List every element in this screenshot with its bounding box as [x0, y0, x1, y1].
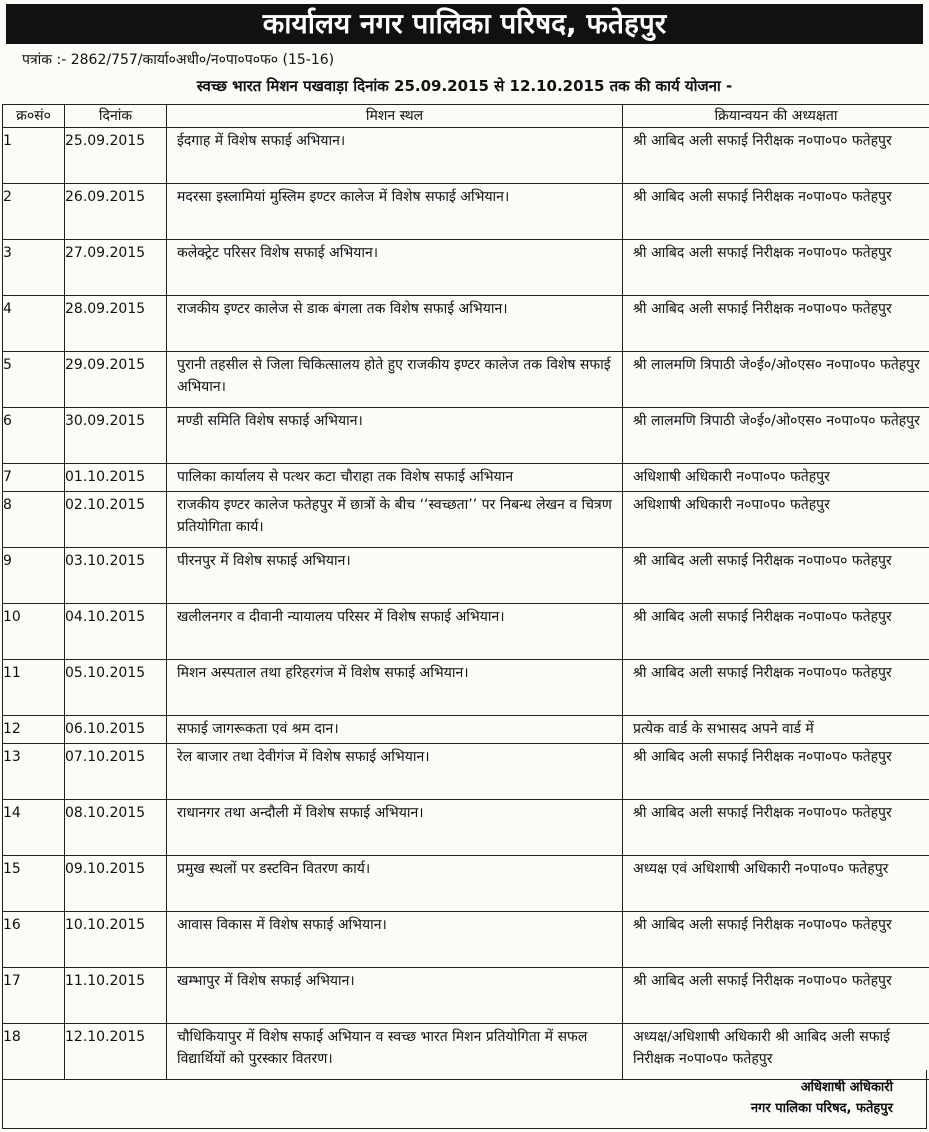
- table-row: [3, 744, 929, 800]
- location-cell: पालिका कार्यालय से पत्थर कटा चौराहा तक विशेष सफाई अभियान: [167, 464, 623, 492]
- date-cell: 07.10.2015: [65, 744, 167, 800]
- action-plan-table: [2, 104, 929, 1080]
- serial-cell: 4: [3, 296, 65, 352]
- responsible-cell: श्री आबिद अली सफाई निरीक्षक न०पा०प० फतेहपुर: [623, 968, 929, 1024]
- table-row: [3, 128, 929, 184]
- date-cell: 10.10.2015: [65, 912, 167, 968]
- location-cell: आवास विकास में विशेष सफाई अभियान।: [167, 912, 623, 968]
- responsible-cell: श्री आबिद अली सफाई निरीक्षक न०पा०प० फतेहपुर: [623, 744, 929, 800]
- table-row: [3, 240, 929, 296]
- date-cell: 03.10.2015: [65, 548, 167, 604]
- date-cell: 09.10.2015: [65, 856, 167, 912]
- date-cell: 27.09.2015: [65, 240, 167, 296]
- responsible-cell: श्री आबिद अली सफाई निरीक्षक न०पा०प० फतेहपुर: [623, 800, 929, 856]
- serial-cell: 1: [3, 128, 65, 184]
- serial-cell: 10: [3, 604, 65, 660]
- responsible-cell: श्री आबिद अली सफाई निरीक्षक न०पा०प० फतेहपुर: [623, 128, 929, 184]
- office-title-banner: कार्यालय नगर पालिका परिषद, फतेहपुर: [6, 4, 923, 44]
- location-cell: खम्भापुर में विशेष सफाई अभियान।: [167, 968, 623, 1024]
- location-cell: राधानगर तथा अन्दौली में विशेष सफाई अभियान।: [167, 800, 623, 856]
- serial-cell: 18: [3, 1024, 65, 1080]
- serial-cell: 7: [3, 464, 65, 492]
- serial-cell: 17: [3, 968, 65, 1024]
- serial-cell: 13: [3, 744, 65, 800]
- signatory-designation: अधिशाषी अधिकारी: [800, 1080, 893, 1095]
- serial-cell: 6: [3, 408, 65, 464]
- table-row: [3, 968, 929, 1024]
- responsible-cell: प्रत्येक वार्ड के सभासद अपने वार्ड में: [623, 716, 929, 744]
- date-cell: 28.09.2015: [65, 296, 167, 352]
- date-cell: 01.10.2015: [65, 464, 167, 492]
- reference-number: पत्रांक :- 2862/757/कार्या०अधी०/न०पा०प०फ० (15-16): [22, 52, 335, 68]
- table-row: [3, 352, 929, 408]
- serial-cell: 14: [3, 800, 65, 856]
- date-cell: 06.10.2015: [65, 716, 167, 744]
- table-row: [3, 716, 929, 744]
- responsible-cell: अधिशाषी अधिकारी न०पा०प० फतेहपुर: [623, 492, 929, 548]
- date-cell: 05.10.2015: [65, 660, 167, 716]
- table-row: [3, 548, 929, 604]
- location-cell: कलेक्ट्रेट परिसर विशेष सफाई अभियान।: [167, 240, 623, 296]
- responsible-cell: श्री आबिद अली सफाई निरीक्षक न०पा०प० फतेहपुर: [623, 548, 929, 604]
- location-cell: राजकीय इण्टर कालेज से डाक बंगला तक विशेष सफाई अभियान।: [167, 296, 623, 352]
- location-cell: मण्डी समिति विशेष सफाई अभियान।: [167, 408, 623, 464]
- signature-block: [751, 1077, 893, 1119]
- table-row: [3, 464, 929, 492]
- location-cell: चौधिकियापुर में विशेष सफाई अभियान व स्वच्छ भारत मिशन प्रतियोगिता में सफल विद्यार्थियों को पुरस्कार वितरण।: [167, 1024, 623, 1080]
- date-cell: 30.09.2015: [65, 408, 167, 464]
- location-cell: राजकीय इण्टर कालेज फतेहपुर में छात्रों के बीच ‘‘स्वच्छता’’ पर निबन्ध लेखन व चित्रण प्रतियोगिता कार्य।: [167, 492, 623, 548]
- date-cell: 12.10.2015: [65, 1024, 167, 1080]
- responsible-cell: श्री आबिद अली सफाई निरीक्षक न०पा०प० फतेहपुर: [623, 604, 929, 660]
- serial-cell: 5: [3, 352, 65, 408]
- responsible-cell: श्री आबिद अली सफाई निरीक्षक न०पा०प० फतेहपुर: [623, 184, 929, 240]
- table-row: [3, 296, 929, 352]
- serial-cell: 2: [3, 184, 65, 240]
- date-cell: 29.09.2015: [65, 352, 167, 408]
- table-header-row: [3, 105, 929, 128]
- responsible-cell: अधिशाषी अधिकारी न०पा०प० फतेहपुर: [623, 464, 929, 492]
- table-row: [3, 604, 929, 660]
- date-cell: 26.09.2015: [65, 184, 167, 240]
- location-cell: पुरानी तहसील से जिला चिकित्सालय होते हुए राजकीय इण्टर कालेज तक विशेष सफाई अभियान।: [167, 352, 623, 408]
- responsible-cell: श्री आबिद अली सफाई निरीक्षक न०पा०प० फतेहपुर: [623, 660, 929, 716]
- date-cell: 25.09.2015: [65, 128, 167, 184]
- responsible-cell: श्री लालमणि त्रिपाठी जे०ई०/ओ०एस० न०पा०प० फतेहपुर: [623, 408, 929, 464]
- location-cell: मदरसा इस्लामियां मुस्लिम इण्टर कालेज में विशेष सफाई अभियान।: [167, 184, 623, 240]
- serial-cell: 16: [3, 912, 65, 968]
- serial-cell: 11: [3, 660, 65, 716]
- serial-cell: 3: [3, 240, 65, 296]
- location-cell: ईदगाह में विशेष सफाई अभियान।: [167, 128, 623, 184]
- location-cell: प्रमुख स्थलों पर डस्टविन वितरण कार्य।: [167, 856, 623, 912]
- table-row: [3, 912, 929, 968]
- location-cell: रेल बाजार तथा देवीगंज में विशेष सफाई अभियान।: [167, 744, 623, 800]
- date-cell: 08.10.2015: [65, 800, 167, 856]
- serial-cell: 12: [3, 716, 65, 744]
- serial-cell: 15: [3, 856, 65, 912]
- location-cell: खलीलनगर व दीवानी न्यायालय परिसर में विशेष सफाई अभियान।: [167, 604, 623, 660]
- plan-heading: स्वच्छ भारत मिशन पखवाड़ा दिनांक 25.09.2015 से 12.10.2015 तक की कार्य योजना -: [196, 77, 733, 95]
- responsible-cell: श्री आबिद अली सफाई निरीक्षक न०पा०प० फतेहपुर: [623, 296, 929, 352]
- location-cell: मिशन अस्पताल तथा हरिहरगंज में विशेष सफाई अभियान।: [167, 660, 623, 716]
- table-row: [3, 660, 929, 716]
- column-header-responsible: क्रियान्वयन की अध्यक्षता: [623, 105, 929, 128]
- responsible-cell: श्री आबिद अली सफाई निरीक्षक न०पा०प० फतेहपुर: [623, 912, 929, 968]
- location-cell: सफाई जागरूकता एवं श्रम दान।: [167, 716, 623, 744]
- signatory-office: नगर पालिका परिषद, फतेहपुर: [750, 1101, 893, 1116]
- date-cell: 11.10.2015: [65, 968, 167, 1024]
- serial-cell: 8: [3, 492, 65, 548]
- date-cell: 04.10.2015: [65, 604, 167, 660]
- responsible-cell: अध्यक्ष/अधिशाषी अधिकारी श्री आबिद अली सफाई निरीक्षक न०पा०प० फतेहपुर: [623, 1024, 929, 1080]
- table-row: [3, 800, 929, 856]
- column-header-date: दिनांक: [65, 105, 167, 128]
- column-header-location: मिशन स्थल: [167, 105, 623, 128]
- table-row: [3, 184, 929, 240]
- table-row: [3, 492, 929, 548]
- date-cell: 02.10.2015: [65, 492, 167, 548]
- column-header-serial: क्र०सं०: [3, 105, 65, 128]
- serial-cell: 9: [3, 548, 65, 604]
- responsible-cell: श्री आबिद अली सफाई निरीक्षक न०पा०प० फतेहपुर: [623, 240, 929, 296]
- responsible-cell: श्री लालमणि त्रिपाठी जे०ई०/ओ०एस० न०पा०प० फतेहपुर: [623, 352, 929, 408]
- location-cell: पीरनपुर में विशेष सफाई अभियान।: [167, 548, 623, 604]
- responsible-cell: अध्यक्ष एवं अधिशाषी अधिकारी न०पा०प० फतेहपुर: [623, 856, 929, 912]
- table-row: [3, 856, 929, 912]
- table-row: [3, 408, 929, 464]
